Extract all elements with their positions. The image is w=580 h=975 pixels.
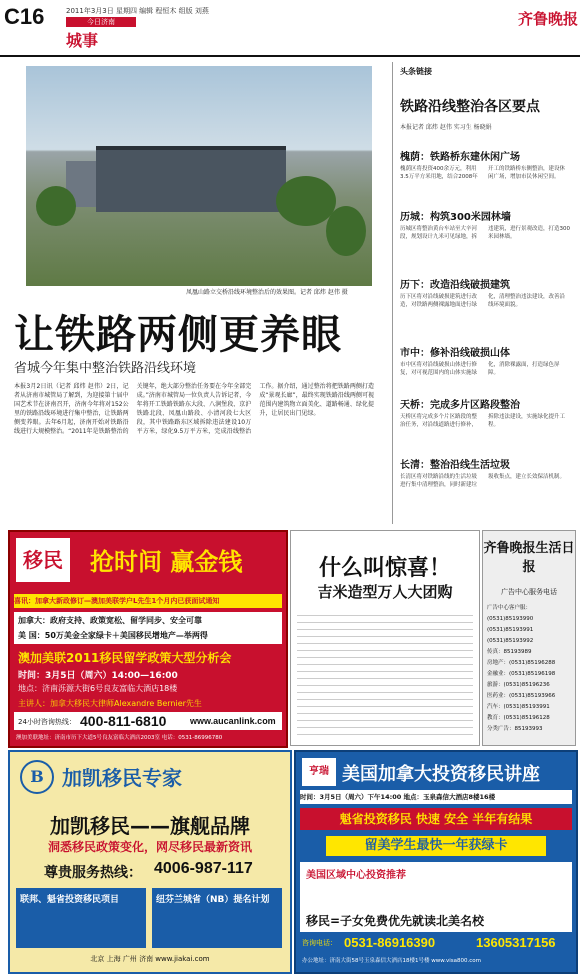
brand-logo-icon: B [20, 760, 54, 794]
ad-hotline[interactable]: 400-811-6810 [80, 713, 167, 729]
sidebar-section-text: 历下区将对沿线破损建筑进行改造，对铁路两侧裸露地面进行绿化，清理整治违法建设，改善沿线环境面貌。 [400, 294, 566, 308]
sidebar-section-title: 市中：修补沿线破损山体 [400, 348, 510, 359]
ad-slogan: 移民=子女免费优先就读北美名校 [306, 914, 485, 928]
ad-website[interactable]: www.aucanlink.com [190, 716, 276, 726]
immigration-ad[interactable] [8, 530, 288, 748]
ad-hotline-label: 尊贵服务热线： [44, 865, 142, 881]
ad-hotline-label: 24小时咨询热线： [18, 718, 76, 726]
headline: 让铁路两侧更养眼 [14, 312, 342, 358]
sidebar-section-text: 市中区将对沿线破损山体进行修复，对可视范围内的山体实施绿化，消除裸露面，打造绿色屏障。 [400, 362, 560, 376]
sidebar-section [400, 208, 570, 265]
ad-subtitle: 吉米造型万人大团购 [317, 583, 453, 601]
ad-line: 美 国：50万美金全家绿卡＋美国移民增地产—举两得 [18, 631, 208, 640]
section-bar: 今日济南 [66, 17, 136, 27]
sidebar-section-title: 天桥：完成多片区路段整治 [400, 400, 520, 411]
photo-tree [326, 206, 366, 256]
sidebar-section-title: 历下：改造沿线破损建筑 [400, 280, 510, 291]
us-canada-ad[interactable] [294, 750, 578, 974]
paper-logo: 齐鲁晚报 [518, 10, 579, 28]
sidebar-section-title: 长清：整治沿线生活垃圾 [400, 460, 510, 471]
sidebar-section-title: 历城：构筑300米园林墙 [400, 212, 511, 223]
ad-address: 澳加美联地址：济南市历下大道5号良友富临大酒店2003室 电话：0531-86996780 [16, 735, 223, 741]
ad-brand: 加凯移民专家 [62, 766, 182, 790]
main-photo [26, 66, 372, 286]
header-rule [0, 55, 580, 57]
sidebar-section [400, 456, 570, 513]
ad-line: 加拿大：政府支持、政策宽松、留学同步、安全可靠 [18, 616, 202, 625]
sidebar-tag: 头条链接 [400, 67, 432, 76]
sidebar-title: 铁路沿线整治各区要点 [400, 99, 540, 115]
ad-place: 地点：济南泺源大街6号良友富临大酒店18楼 [18, 684, 178, 693]
sidebar-section-title: 槐荫：铁路桥东建休闲广场 [400, 152, 520, 163]
photo-caption: 凤凰山路立交桥沿线环境整治后的效果图。记者 邱炜 赵伟 摄 [186, 289, 348, 296]
classified-subtitle: 广告中心服务电话 [501, 588, 557, 596]
sidebar-section [400, 276, 570, 333]
ad-phone[interactable]: 0531-86916390 [344, 935, 436, 950]
page-number: C16 [4, 4, 45, 29]
sidebar-byline: 本报记者 邱炜 赵伟 实习生 杨晓娟 [400, 124, 492, 131]
ad-promo: 美国区域中心投资推荐 [306, 870, 406, 881]
ad-phone-label: 咨询电话： [302, 939, 337, 947]
article-body: 本报3月2日讯（记者 邱炜 赵伟）2日，记者从济南市城管局了解到，为迎接第十届中国艺术节在济南召开，济南今年将对152公里的铁路沿线环境进行集中整治，让铁路两侧变养眼。去年6月起，济南开始对铁路沿线进行大规模整治。“2011年是铁路整治的关键年，绝大部分整治任务要在今年全部完成。”济南市城管局一位负责人告诉记者，今年将开工铁路铁路东大段、八涧堡段、京沪铁路北段、凤凰山路段、小清河段七大区段，其中铁路路东区域拆除违法建设10万平方米，绿化9.5万平方米，完成沿线整治工作。据介绍，通过整治将把铁路两侧打造成“景观长廊”，最终实现铁路沿线两侧可视范围内建筑物立面美化、道路畅通、绿化提升，让居民出门见绿。 [14, 383, 374, 435]
ad-slogan: 抢时间 赢金钱 [90, 548, 243, 576]
jiakai-ad[interactable] [8, 750, 292, 974]
photo-tree [276, 176, 336, 226]
classified-lines: 广告中心客户服： (0531)85193990 (0531)85193991 (0531)85193992 传真：85193989 房地产：(0531)85196288 金融业：(0531)85196198 旅游：(0531)85196236 医药业：(0531)85193966 汽车：(0531)85193991 教育：(0531)85196128 分类广告：85193993 [487, 605, 556, 732]
dateline: 2011年3月3日 星期四 编辑 程恒木 组版 刘燕 [66, 7, 209, 15]
ad-box: 联邦、魁省投资移民项目 [16, 888, 146, 948]
sidebar-section-text: 天桥区将完成多个片区路段的整治任务，对沿线道路进行修补，拆除违法建设，实施绿化提升工程。 [400, 414, 566, 428]
ad-title: 什么叫惊喜！ [318, 556, 451, 581]
ad-box: 纽芬兰城省（NB）提名计划 [152, 888, 282, 948]
ad-logo: 亨瑞 [302, 758, 336, 786]
section-name: 城事 [66, 31, 99, 50]
ad-tagline: 洞悉移民政策变化，网尽移民最新资讯 [47, 840, 252, 854]
photo-tree [36, 186, 76, 226]
subhead: 省城今年集中整治铁路沿线环境 [14, 361, 197, 376]
ad-text-block [297, 609, 473, 737]
ad-phone2[interactable]: 13605317156 [476, 935, 556, 950]
ad-address: 办公地址：济南大街58号玉泉森信大酒店18楼1号楼 www.visa800.com [302, 958, 481, 964]
classified-title: 齐鲁晚报生活日报 [483, 541, 575, 575]
ad-hotline[interactable]: 4006-987-117 [154, 860, 253, 877]
ad-yellow-banner: 留美学生最快一年获绿卡 [326, 836, 546, 856]
ad-logo: 移民 [16, 538, 70, 582]
sidebar-section-text: 长清区将对铁路沿线的生活垃圾进行集中清理整治，同时新建垃圾收集点，建立长效保洁机制。 [400, 474, 566, 488]
sidebar-section [400, 396, 570, 453]
ad-banner: 澳加美联2011移民留学政策大型分析会 [18, 651, 232, 665]
ad-notice: 喜讯：加拿大新政修订—澳加美联学户L先生1个月内已获面试通知 [14, 594, 282, 608]
ad-speaker: 主讲人：加拿大移民大律师Alexandre Bernier先生 [18, 699, 202, 708]
sidebar-section [400, 148, 570, 205]
ad-red-banner: 魁省投资移民 快速 安全 半年有结果 [300, 808, 572, 830]
photo-building [96, 146, 286, 212]
ad-time: 时间：3月5日（周六）14:00—16:00 [18, 671, 178, 681]
shock-ad[interactable] [290, 530, 480, 746]
ad-title: 美国加拿大投资移民讲座 [342, 764, 540, 785]
ad-footer: 北京 上海 广州 济南 www.jiakai.com [90, 955, 210, 963]
ad-headline: 加凯移民——旗舰品牌 [50, 814, 250, 838]
classified-box [482, 530, 576, 746]
sidebar-section-text: 槐荫区将投资400余万元，利用3.5万平方米用地，结合2008年开工的铁路桥东侧整治，建设休闲广场，增加市民休闲空间。 [400, 166, 566, 180]
column-divider [392, 62, 393, 524]
sidebar-section [400, 344, 570, 401]
ad-time: 时间：3月5日（周六）下午14:00 地点：玉泉森信大酒店8楼16楼 [300, 790, 572, 804]
sidebar-section-text: 历城区将整治黄台车站至大辛河段，规划设计九米可见绿地，拆违建筑，进行景观改造，打造300米园林墙。 [400, 226, 570, 240]
